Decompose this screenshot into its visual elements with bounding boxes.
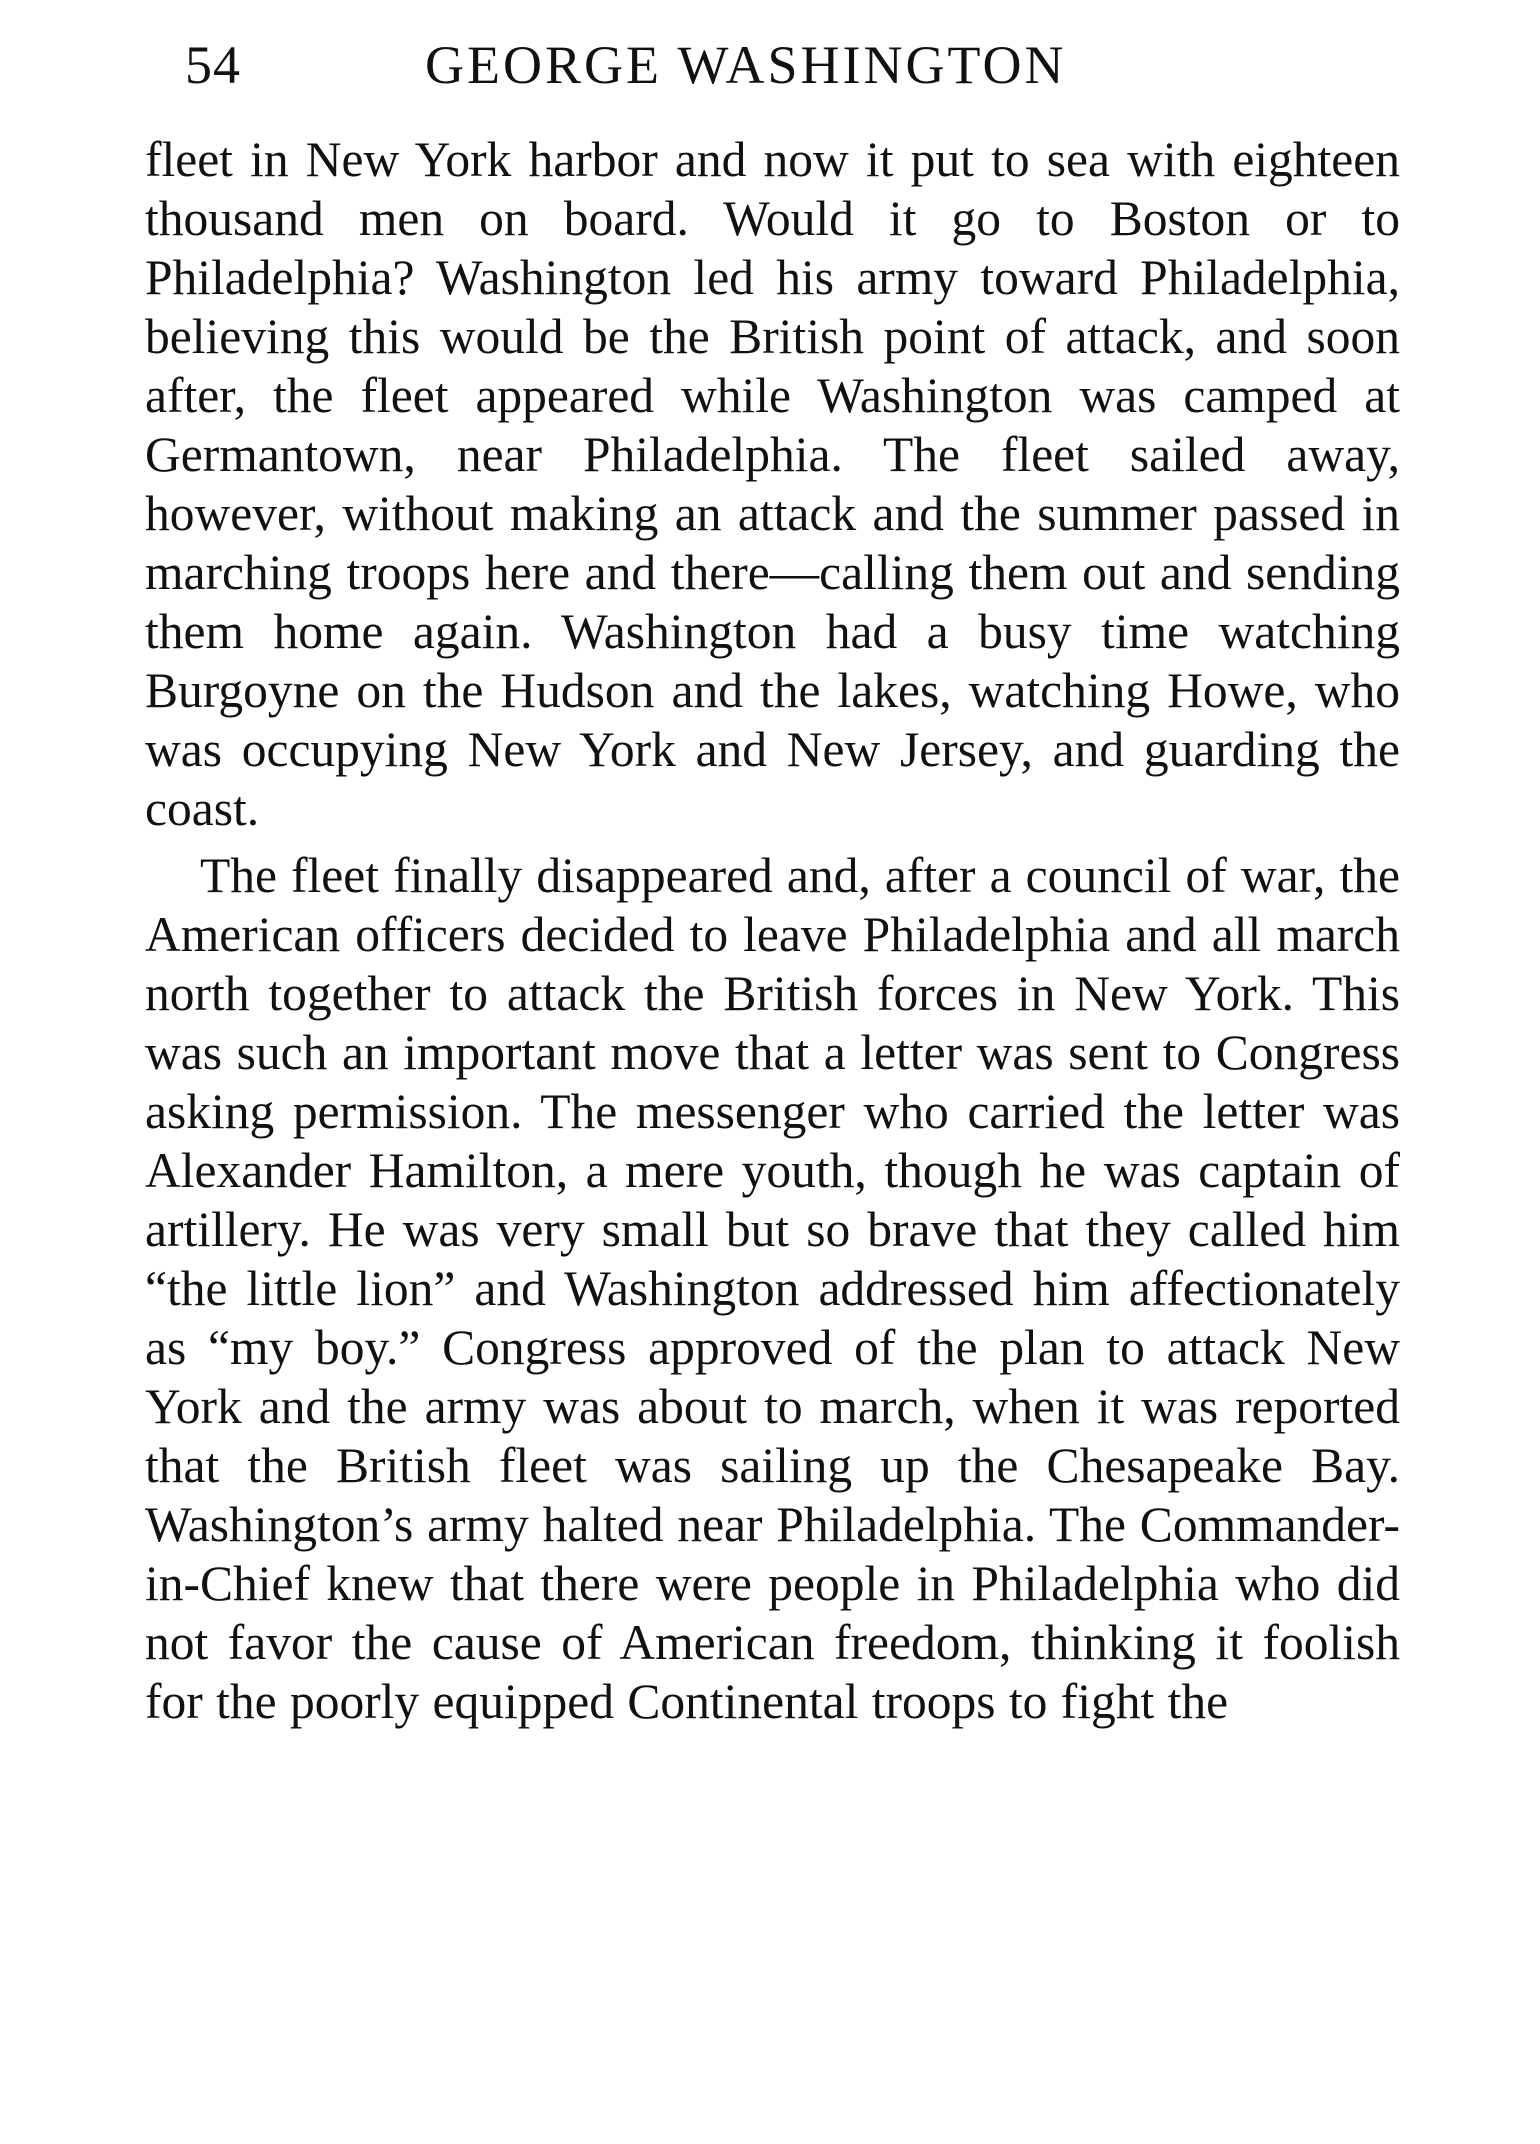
paragraph-continued: fleet in New York harbor and now it put to sea with eighteen thousand men on board. Would it go to Boston or to Philadelphia? Washington led his army toward Philadelphia, believing this would be the British point of attack, and soon after, the fleet appeared while Washington was camped at Germantown, near Philadelphia. The fleet sailed away, however, without making an attack and the summer passed in marching troops here and there—calling them out and sending them home again. Washington had a busy time watching Burgoyne on the Hudson and the lakes, watching Howe, who was occupying New York and New Jersey, and guarding the coast. bbox=[145, 132, 1400, 836]
page-number: 54 bbox=[185, 35, 241, 95]
running-title: GEORGE WASHINGTON bbox=[425, 35, 1067, 95]
body-text bbox=[145, 130, 1400, 1731]
page-header bbox=[185, 30, 1425, 100]
paragraph: The fleet finally disappeared and, after a council of war, the American officers decided to leave Philadelphia and all march north together to attack the British forces in New York. This was such an important move that a letter was sent to Congress asking permission. The messenger who carried the letter was Alexander Hamilton, a mere youth, though he was captain of artillery. He was very small but so brave that they called him “the little lion” and Washington addressed him affectionately as “my boy.” Congress approved of the plan to attack New York and the army was about to march, when it was reported that the British fleet was sailing up the Chesapeake Bay. Washington’s army halted near Philadelphia. The Commander-in-Chief knew that there were people in Philadelphia who did not favor the cause of American freedom, thinking it foolish for the poorly equipped Continental troops to fight the bbox=[145, 848, 1400, 1729]
